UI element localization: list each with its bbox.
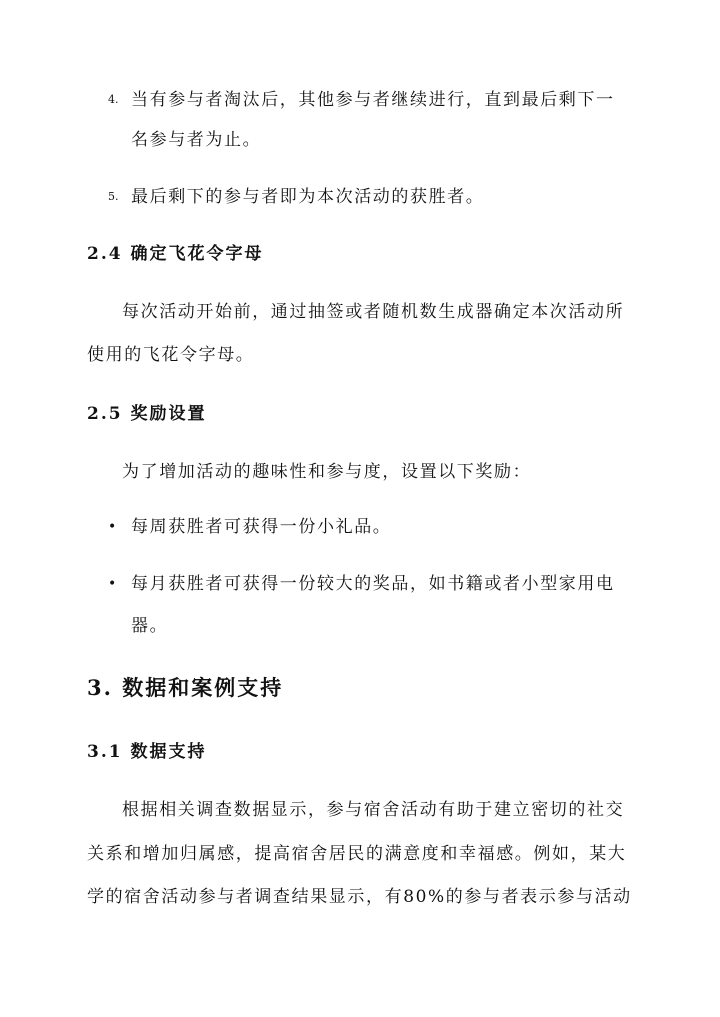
list-item-5-line-1: 最后剩下的参与者即为本次活动的获胜者。 <box>131 187 485 207</box>
section-heading-3-1: 3.1 数据支持 <box>87 742 207 762</box>
paragraph-2-4-line-2: 使用的飞花令字母。 <box>87 345 255 365</box>
bullet-marker-1: • <box>108 519 117 535</box>
list-item-4-line-1: 当有参与者淘汰后，其他参与者继续进行，直到最后剩下一 <box>131 90 615 110</box>
paragraph-2-4-line-1: 每次活动开始前，通过抽签或者随机数生成器确定本次活动所 <box>122 302 625 322</box>
section-heading-2-4: 2.4 确定飞花令字母 <box>87 244 264 264</box>
list-number-5: 5. <box>108 190 119 203</box>
bullet-item-2-line-2: 器。 <box>131 616 169 636</box>
paragraph-3-1-line-1: 根据相关调查数据显示，参与宿舍活动有助于建立密切的社交 <box>122 800 625 820</box>
bullet-item-1-line-1: 每周获胜者可获得一份小礼品。 <box>131 517 392 537</box>
bullet-marker-2: • <box>108 576 117 592</box>
list-number-4: 4. <box>108 93 119 106</box>
section-heading-2-5: 2.5 奖励设置 <box>87 404 207 424</box>
paragraph-2-5-intro: 为了增加活动的趣味性和参与度，设置以下奖励： <box>122 462 532 482</box>
section-heading-3: 3. 数据和案例支持 <box>87 675 284 700</box>
bullet-item-2-line-1: 每月获胜者可获得一份较大的奖品，如书籍或者小型家用电 <box>131 574 615 594</box>
list-item-4-line-2: 名参与者为止。 <box>131 130 262 150</box>
paragraph-3-1-line-2: 关系和增加归属感，提高宿舍居民的满意度和幸福感。例如，某大 <box>87 844 627 864</box>
paragraph-3-1-line-3: 学的宿舍活动参与者调查结果显示，有80%的参与者表示参与活动 <box>87 887 632 907</box>
